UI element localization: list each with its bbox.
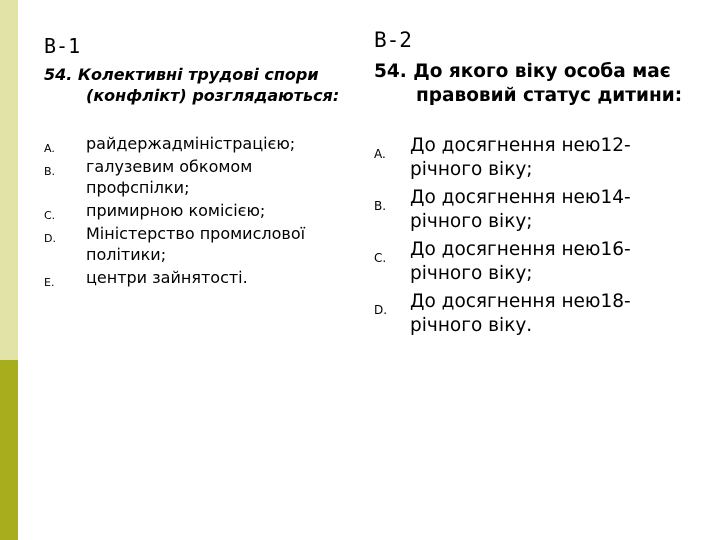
option-a [374, 134, 680, 182]
option-e [44, 267, 336, 288]
option-letter: A. [44, 142, 55, 155]
option-text: галузевим обкомом профспілки; [86, 157, 253, 197]
option-letter: C. [374, 251, 387, 265]
option-b [44, 156, 336, 198]
sidebar-stripe-light [0, 0, 18, 360]
option-letter: C. [44, 209, 56, 222]
option-text: райдержадміністрацією; [86, 134, 296, 153]
option-letter: D. [44, 232, 56, 245]
variant-label: В-1 [44, 34, 81, 58]
option-d [44, 223, 336, 265]
option-text: центри зайнятості. [86, 268, 248, 287]
option-letter: D. [374, 303, 388, 317]
option-b [374, 186, 680, 234]
variant-label: В-2 [374, 28, 412, 52]
option-text: До досягнення нею14-річного віку; [410, 187, 631, 232]
option-text: примирною комісією; [86, 201, 266, 220]
option-letter: B. [374, 199, 387, 213]
sidebar-stripe-dark [0, 360, 18, 540]
option-text: До досягнення нею16-річного віку; [410, 239, 631, 284]
option-letter: E. [44, 276, 55, 289]
option-letter: B. [44, 165, 56, 178]
option-text: Міністерство промислової політики; [86, 224, 306, 264]
options-list [374, 134, 680, 338]
options-list [44, 133, 336, 288]
option-d [374, 290, 680, 338]
option-letter: A. [374, 147, 386, 161]
option-text: До досягнення нею18-річного віку. [410, 291, 631, 336]
question-text: 54. Колективні трудові спори (конфлікт) розглядаються: [44, 65, 340, 105]
question-text: 54. До якого віку особа має правовий статус дитини: [374, 61, 683, 106]
option-a [44, 133, 336, 154]
option-text: До досягнення нею12-річного віку; [410, 135, 631, 180]
option-c [374, 238, 680, 286]
option-c [44, 200, 336, 221]
